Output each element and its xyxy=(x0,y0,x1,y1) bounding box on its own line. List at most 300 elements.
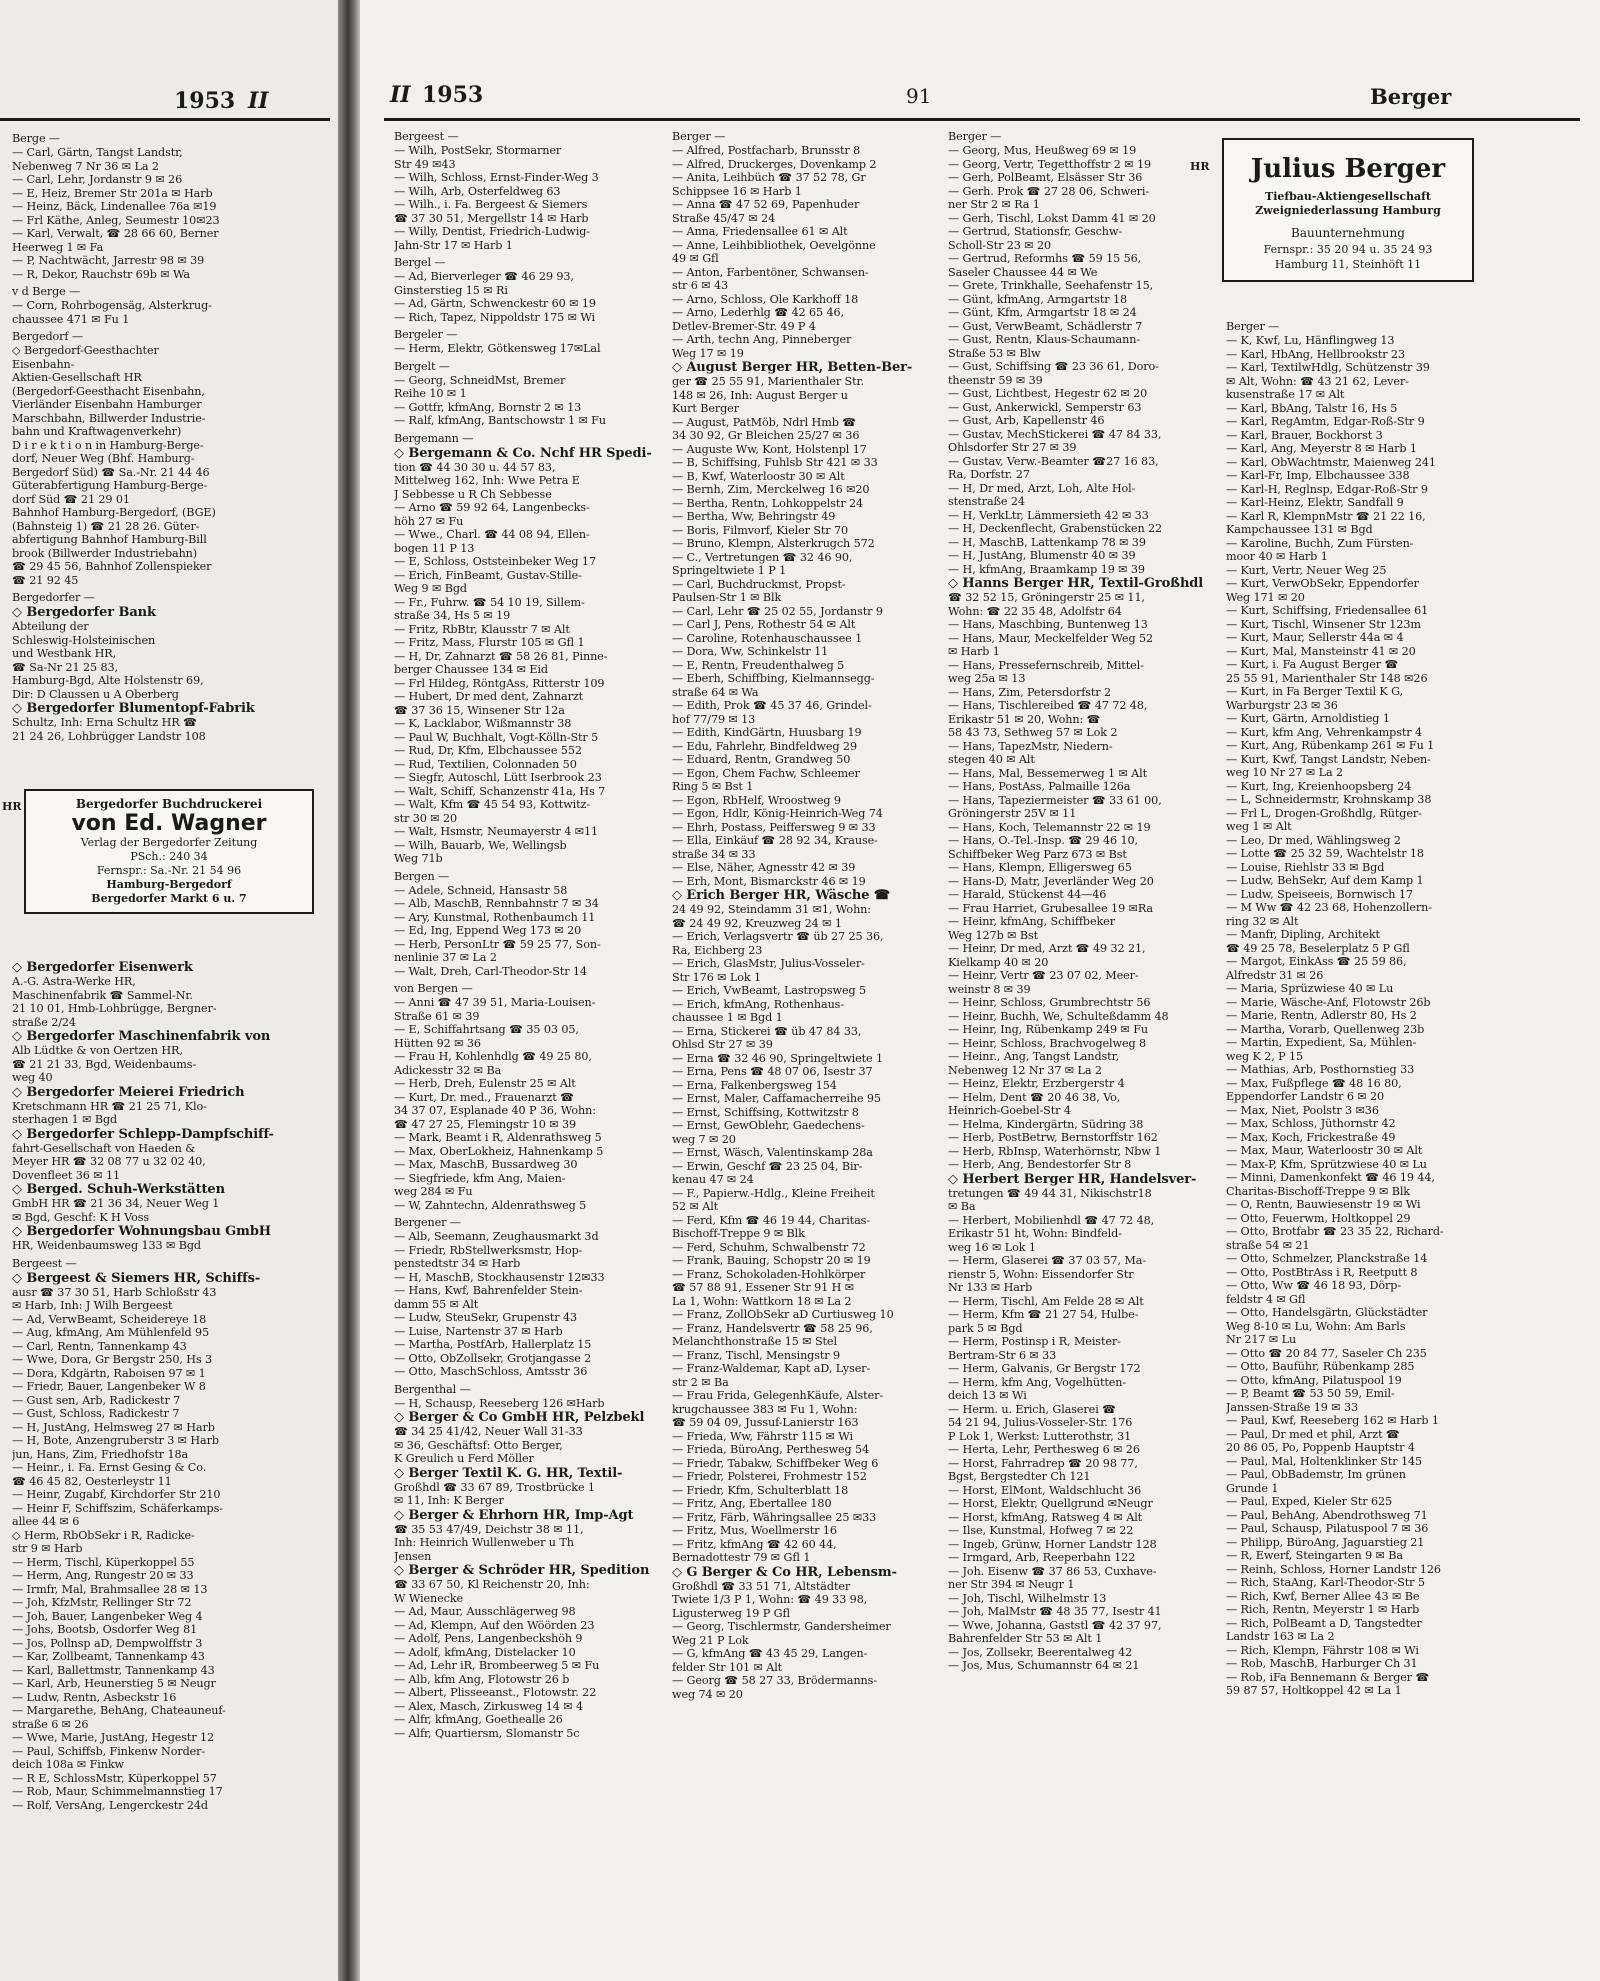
directory-line: — Max-P, Kfm, Sprützwiese 40 ✉ Lu xyxy=(1226,1157,1427,1171)
directory-line: — Alex, Masch, Zirkusweg 14 ✉ 4 xyxy=(394,1699,583,1713)
directory-line: ☎ 21 21 33, Bgd, Weidenbaums- xyxy=(12,1057,197,1071)
directory-line: — Kurt, Ang, Rübenkamp 261 ✉ Fu 1 xyxy=(1226,739,1435,752)
ad2-line-6: Hamburg 11, Steinhöft 11 xyxy=(1274,258,1422,271)
directory-line: Kielkamp 40 ✉ 20 xyxy=(948,955,1049,969)
directory-line: — Max, Maur, Waterloostr 30 ✉ Alt xyxy=(1226,1144,1423,1157)
directory-line: — Heinr, Schloss, Brachvogelweg 8 xyxy=(948,1036,1147,1050)
directory-line: — Heinr F, Schiffszim, Schäferkamps- xyxy=(12,1501,223,1515)
directory-line: — H, JustAng, Blumenstr 40 ✉ 39 xyxy=(948,549,1136,562)
directory-line: — Herm, Postinsp i R, Meister- xyxy=(948,1335,1121,1348)
directory-line: Eppendorfer Landstr 6 ✉ 20 xyxy=(1226,1090,1385,1103)
directory-line: weg 74 ✉ 20 xyxy=(672,1687,743,1701)
directory-line: — Hubert, Dr med dent, Zahnarzt xyxy=(394,690,584,703)
ad2-line-1: Julius Berger xyxy=(1250,154,1446,184)
directory-line: Kretschmann HR ☎ 21 25 71, Klo- xyxy=(12,1099,207,1113)
directory-line: — Herm, Tischl, Küperkoppel 55 xyxy=(12,1555,195,1569)
directory-line: — Otto ☎ 20 84 77, Saseler Ch 235 xyxy=(1226,1346,1427,1360)
directory-line: — Herb, Dreh, Eulenstr 25 ✉ Alt xyxy=(394,1077,576,1090)
directory-line: — Erna, Stickerei ☎ üb 47 84 33, xyxy=(672,1024,862,1038)
directory-line: ☎ 34 25 41/42, Neuer Wall 31-33 xyxy=(394,1425,583,1438)
directory-line: weg 16 ✉ Lok 1 xyxy=(948,1240,1036,1254)
directory-line: straße 34, Hs 5 ✉ 19 xyxy=(394,609,511,622)
directory-line: — Paul W, Buchhalt, Vogt-Kölln-Str 5 xyxy=(394,730,599,744)
right-column-2-entries xyxy=(672,130,942,1701)
directory-line: — Walt, Kfm ☎ 45 54 93, Kottwitz- xyxy=(394,798,591,811)
directory-line: 34 30 92, Gr Bleichen 25/27 ✉ 36 xyxy=(672,429,860,442)
directory-line: — Otto, Brotfabr ☎ 23 35 22, Richard- xyxy=(1226,1225,1444,1238)
directory-line: — Kurt, Mal, Mansteinstr 41 ✉ 20 xyxy=(1226,644,1416,658)
directory-line: ◇ Bergedorfer Maschinenfabrik von xyxy=(12,1029,271,1044)
directory-line: — Alfr, kfmAng, Goethealle 26 xyxy=(394,1713,563,1726)
directory-line: — Wilh., i. Fa. Bergeest & Siemers xyxy=(394,198,588,211)
directory-line: — Max, Koch, Frickestraße 49 xyxy=(1226,1130,1396,1144)
directory-line: — Wwe, Dora, Gr Bergstr 250, Hs 3 xyxy=(12,1353,213,1366)
directory-line: — Harald, Stückenst 44—46 xyxy=(948,888,1107,901)
directory-line: str 6 ✉ 43 xyxy=(672,279,728,292)
directory-line: — Mathias, Arb, Posthornstieg 33 xyxy=(1226,1063,1415,1076)
directory-line: Nr 133 ✉ Harb xyxy=(948,1281,1033,1294)
directory-line: — Herbert, Mobilienhdl ☎ 47 72 48, xyxy=(948,1213,1155,1227)
directory-line: — Rob, MaschB, Harburger Ch 31 xyxy=(1226,1657,1418,1670)
directory-line: — Bertha, Ww, Behringstr 49 xyxy=(672,510,836,523)
left-ad-box xyxy=(24,783,314,955)
directory-line: chaussee 471 ✉ Fu 1 xyxy=(12,312,130,326)
directory-line: Bahnhof Hamburg-Bergedorf, (BGE) xyxy=(12,506,216,519)
directory-line: — Ad, Maur, Ausschlägerweg 98 xyxy=(394,1605,576,1618)
directory-line: Schiffbeker Weg Parz 673 ✉ Bst xyxy=(948,847,1127,861)
directory-line: — Max, MaschB, Bussardweg 30 xyxy=(394,1158,578,1171)
directory-line: — Hans, Tischlereibed ☎ 47 72 48, xyxy=(948,699,1148,712)
directory-line: — Paul, Mal, Holtenklinker Str 145 xyxy=(1226,1454,1423,1468)
directory-line: ◇ Berger & Schröder HR, Spedition xyxy=(394,1563,650,1578)
right-page-year: 1953 xyxy=(422,82,484,108)
directory-line: — Arno, Schloss, Ole Karkhoff 18 xyxy=(672,292,859,306)
directory-line: — Bertha, Rentn, Lohkoppelstr 24 xyxy=(672,496,864,510)
directory-line: — Herm, Galvanis, Gr Bergstr 172 xyxy=(948,1362,1141,1375)
directory-line: — Karl, BbAng, Talstr 16, Hs 5 xyxy=(1226,401,1398,415)
directory-line: Gröningerstr 25V ✉ 11 xyxy=(948,807,1077,820)
directory-line: von Bergen — xyxy=(394,982,473,995)
directory-line: — H, Dr med, Arzt, Loh, Alte Hol- xyxy=(948,481,1136,495)
directory-line: — Kurt, Dr. med., Frauenarzt ☎ xyxy=(394,1090,574,1104)
directory-line: — Fritz, Ang, Ebertallee 180 xyxy=(672,1497,832,1510)
directory-line: — Karl, ObWachtmstr, Maienweg 241 xyxy=(1226,455,1436,469)
directory-line: — Carl, Buchdruckmst, Propst- xyxy=(672,577,846,591)
directory-line: — Egon, Hdlr, König-Heinrich-Weg 74 xyxy=(672,807,883,820)
directory-line: — Gottfr, kfmAng, Bornstr 2 ✉ 13 xyxy=(394,400,582,414)
directory-line: — Otto, Feuerwm, Holtkoppel 29 xyxy=(1226,1211,1411,1225)
directory-line: Bergen — xyxy=(394,869,450,883)
directory-line: — Gust, Rentn, Klaus-Schaumann- xyxy=(948,333,1141,346)
directory-line: Alfredstr 31 ✉ 26 xyxy=(1226,968,1324,982)
directory-line: — Johs, Bootsb, Osdorfer Weg 81 xyxy=(12,1623,198,1636)
directory-line: Weg 171 ✉ 20 xyxy=(1226,590,1305,604)
directory-line: tretungen ☎ 49 44 31, Nikischstr18 xyxy=(948,1186,1152,1200)
directory-line: ◇ August Berger HR, Betten-Ber- xyxy=(672,360,913,375)
directory-line: — Frl Hildeg, RöntgAss, Ritterstr 109 xyxy=(394,676,605,690)
directory-line: — Herm, Glaserei ☎ 37 03 57, Ma- xyxy=(948,1254,1146,1267)
directory-line: — Heinr, Zugabf, Kirchdorfer Str 210 xyxy=(12,1488,221,1501)
directory-line: — Manfr, Dipling, Architekt xyxy=(1226,928,1380,941)
directory-line: Ohlsd Str 27 ✉ 39 xyxy=(672,1038,773,1051)
directory-line: — Hans, O.-Tel.-Insp. ☎ 29 46 10, xyxy=(948,834,1139,847)
directory-line: — Otto, Schmelzer, Planckstraße 14 xyxy=(1226,1252,1428,1265)
directory-line: — G, kfmAng ☎ 43 45 29, Langen- xyxy=(672,1647,868,1660)
directory-line: Erikastr 51 ht, Wohn: Bindfeld- xyxy=(948,1227,1122,1240)
directory-line: ☎ 32 52 15, Gröningerstr 25 ✉ 11, xyxy=(948,591,1145,604)
directory-line: — H, Bote, Anzengruberstr 3 ✉ Harb xyxy=(12,1434,219,1447)
directory-line: — Aug, kfmAng, Am Mühlenfeld 95 xyxy=(12,1326,210,1339)
directory-line: — Erwin, Geschf ☎ 23 25 04, Bir- xyxy=(672,1159,863,1173)
directory-line: — Kurt, kfm Ang, Vehrenkampstr 4 xyxy=(1226,725,1422,739)
directory-line: — Heinz, Bäck, Lindenallee 76a ✉19 xyxy=(12,200,217,213)
directory-line: Saseler Chaussee 44 ✉ We xyxy=(948,265,1098,279)
directory-line: — Franz, ZollObSekr aD Curtiusweg 10 xyxy=(672,1308,894,1321)
directory-line: — Paul, Schausp, Pilatuspool 7 ✉ 36 xyxy=(1226,1522,1429,1535)
directory-line: — Wwe, Marie, JustAng, Hegestr 12 xyxy=(12,1731,215,1744)
directory-line: — Gertrud, Stationsfr, Geschw- xyxy=(948,225,1123,238)
directory-line: ◇ Bergeest & Siemers HR, Schiffs- xyxy=(12,1270,261,1286)
directory-line: — Wwe, Johanna, Gaststl ☎ 42 37 97, xyxy=(948,1618,1162,1632)
directory-line: Paulsen-Str 1 ✉ Blk xyxy=(672,591,782,604)
directory-line: — Karl, Ballettmstr, Tannenkamp 43 xyxy=(12,1663,215,1677)
directory-line: — Herm, kfm Ang, Vogelhütten- xyxy=(948,1375,1127,1389)
directory-line: — Rich, Tapez, Nippoldstr 175 ✉ Wi xyxy=(394,310,596,324)
directory-line: — E, Schiffahrtsang ☎ 35 03 05, xyxy=(394,1023,579,1036)
directory-line: — Hans-D, Matr, Jeverländer Weg 20 xyxy=(948,874,1154,888)
directory-line: — H, JustAng, Helmsweg 27 ✉ Harb xyxy=(12,1420,215,1434)
directory-line: — Franz, Tischl, Mensingstr 9 xyxy=(672,1348,841,1362)
directory-line: Großhdl ☎ 33 67 89, Trostbrücke 1 xyxy=(394,1480,595,1494)
directory-line: Schleswig-Holsteinischen xyxy=(12,633,156,647)
directory-line: — Eberh, Schiffbing, Kielmannsegg- xyxy=(672,672,875,685)
directory-line: — Gust, Ankerwickl, Semperstr 63 xyxy=(948,400,1142,414)
directory-line: — Georg, Mus, Heußweg 69 ✉ 19 xyxy=(948,144,1137,157)
directory-line: kenau 47 ✉ 24 xyxy=(672,1173,754,1186)
directory-line: und Westbank HR, xyxy=(12,647,117,660)
directory-line: fahrt-Gesellschaft von Haeden & xyxy=(12,1141,196,1155)
directory-line: — Walt, Schiff, Schanzenstr 41a, Hs 7 xyxy=(394,784,606,798)
directory-line: — Georg, SchneidMst, Bremer xyxy=(394,373,566,387)
directory-line: — Fritz, Mass, Flurstr 105 ✉ Gfl 1 xyxy=(394,636,585,649)
ad-line-4: PSch.: 240 34 xyxy=(130,850,208,863)
directory-line: Erikastr 51 ✉ 20, Wohn: ☎ xyxy=(948,712,1101,726)
directory-line: GmbH HR ☎ 21 36 34, Neuer Weg 1 xyxy=(12,1197,220,1210)
directory-line: — Gust, Lichtbest, Hegestr 62 ✉ 20 xyxy=(948,387,1148,400)
directory-line: Bergenthal — xyxy=(394,1382,471,1396)
directory-line: — Jos, Zollsekr, Beerentalweg 42 xyxy=(948,1645,1133,1659)
directory-line: ◇ Bergedorfer Blumentopf-Fabrik xyxy=(12,701,255,716)
directory-line: — Heinr, Buchh, We, Schulteßdamm 48 xyxy=(948,1009,1169,1023)
directory-line: — Erich, kfmAng, Rothenhaus- xyxy=(672,997,844,1011)
directory-line: Weg 127b ✉ Bst xyxy=(948,928,1038,942)
directory-line: straße 64 ✉ Wa xyxy=(672,685,759,699)
directory-line: — Alfred, Druckerges, Dovenkamp 2 xyxy=(672,157,877,171)
directory-line: ✉ Alt, Wohn: ☎ 43 21 62, Lever- xyxy=(1226,374,1409,388)
directory-line: — Herb, PostBetrw, Bernstorffstr 162 xyxy=(948,1131,1158,1144)
directory-line: Ginsterstieg 15 ✉ Ri xyxy=(394,283,508,297)
right-page xyxy=(360,0,1600,1981)
directory-line: weg 1 ✉ Alt xyxy=(1226,820,1292,833)
directory-line: Maschinenfabrik ☎ Sammel-Nr. xyxy=(12,988,193,1002)
directory-line: straße 2/24 xyxy=(12,1015,76,1029)
directory-line: — Georg ☎ 58 27 33, Brödermanns- xyxy=(672,1674,877,1687)
directory-line: — Erich, FinBeamt, Gustav-Stille- xyxy=(394,568,582,582)
directory-line: — Ad, Gärtn, Schwenckestr 60 ✉ 19 xyxy=(394,297,596,310)
directory-line: — Max, OberLokheiz, Hahnenkamp 5 xyxy=(394,1144,604,1158)
directory-line: ◇ Bergedorfer Schlepp-Dampfschiff- xyxy=(12,1126,274,1142)
directory-line: Warburgstr 23 ✉ 36 xyxy=(1226,698,1338,712)
directory-line: — P, Beamt ☎ 53 50 59, Emil- xyxy=(1226,1387,1395,1400)
directory-line: ◇ Berger & Ehrhorn HR, Imp-Agt xyxy=(394,1507,634,1523)
directory-line: 148 ✉ 26, Inh: August Berger u xyxy=(672,388,848,402)
directory-line: D i r e k t i o n in Hamburg-Berge- xyxy=(12,438,204,452)
directory-line: — Alb, kfm Ang, Flotowstr 26 b xyxy=(394,1672,570,1686)
directory-line: — Carl, Lehr, Jordanstr 9 ✉ 26 xyxy=(12,173,183,186)
directory-line: — Otto, Ww ☎ 46 18 93, Dörp- xyxy=(1226,1279,1402,1292)
directory-line: — Anton, Farbentöner, Schwansen- xyxy=(672,265,869,279)
directory-line: — Hans, Zim, Petersdorfstr 2 xyxy=(948,685,1111,699)
ad-line-3: Verlag der Bergedorfer Zeitung xyxy=(80,836,258,849)
directory-line: — Joh, Bauer, Langenbeker Weg 4 xyxy=(12,1609,203,1623)
directory-line: — B, Schiffsing, Fuhlsb Str 421 ✉ 33 xyxy=(672,456,878,469)
directory-line: Melanchthonstraße 15 ✉ Stel xyxy=(672,1335,837,1348)
directory-line: — Ludw, BehSekr, Auf dem Kamp 1 xyxy=(1226,874,1424,887)
directory-line: — Anne, Leihbibliothek, Oevelgönne xyxy=(672,238,876,252)
directory-line: Berge — xyxy=(12,132,61,145)
directory-line: — Adolf, kfmAng, Distelacker 10 xyxy=(394,1645,576,1659)
directory-line: — Gustav, MechStickerei ☎ 47 84 33, xyxy=(948,427,1162,441)
directory-line: — Ingeb, Grünw, Horner Landstr 128 xyxy=(948,1537,1157,1551)
left-page-year: 1953 xyxy=(174,88,236,114)
directory-line: — Hans, Maur, Meckelfelder Weg 52 xyxy=(948,631,1153,645)
directory-line: — Fritz, Mus, Woellmerstr 16 xyxy=(672,1524,837,1537)
directory-line: (Bahnsteig 1) ☎ 21 28 26. Güter- xyxy=(12,519,200,533)
directory-line: — Frl L, Drogen-Großhdlg, Rütger- xyxy=(1226,806,1422,820)
directory-line: — Friedr, RbStellwerksmstr, Hop- xyxy=(394,1243,583,1257)
directory-line: ☎ Sa-Nr 21 25 83, xyxy=(12,660,118,674)
directory-line: Bergemann — xyxy=(394,431,474,445)
directory-line: — Anni ☎ 47 39 51, Maria-Louisen- xyxy=(394,996,596,1009)
directory-line: — Paul, ObBademstr, Im grünen xyxy=(1226,1468,1406,1481)
directory-line: — L, Schneidermstr, Krohnskamp 38 xyxy=(1226,793,1432,806)
directory-line: — Heinr, Dr med, Arzt ☎ 49 32 21, xyxy=(948,942,1146,955)
running-head: Berger xyxy=(1370,84,1452,109)
directory-line: — Erich, GlasMstr, Julius-Vosseler- xyxy=(672,957,865,970)
directory-line: — Irmfr, Mal, Brahmsallee 28 ✉ 13 xyxy=(12,1582,208,1596)
directory-line: HR, Weidenbaumsweg 133 ✉ Bgd xyxy=(12,1239,201,1252)
directory-line: deich 108a ✉ Finkw xyxy=(12,1758,124,1771)
right-column-3-entries xyxy=(948,130,1220,1673)
directory-line: — Alfred, Postfacharb, Brunsstr 8 xyxy=(672,144,861,157)
directory-line: — Maria, Sprüzwiese 40 ✉ Lu xyxy=(1226,982,1394,995)
directory-line: — Mark, Beamt i R, Aldenrathsweg 5 xyxy=(394,1131,602,1144)
directory-line: allee 44 ✉ 6 xyxy=(12,1515,80,1528)
ad2-line-5: Fernspr.: 35 20 94 u. 35 24 93 xyxy=(1263,243,1433,256)
directory-line: — Kurt, Tischl, Winsener Str 123m xyxy=(1226,617,1421,631)
directory-line: — Gerh, PolBeamt, Elsässer Str 36 xyxy=(948,171,1143,184)
directory-line: — Rud, Dr, Kfm, Elbchaussee 552 xyxy=(394,744,582,757)
directory-line: Bgst, Bergstedter Ch 121 xyxy=(948,1470,1091,1483)
directory-line: — Karl, Arb, Heunerstieg 5 ✉ Neugr xyxy=(12,1677,216,1690)
directory-line: — Karl-Heinz, Elektr, Sandfall 9 xyxy=(1226,496,1404,509)
directory-line: — Friedr, Kfm, Schulterblatt 18 xyxy=(672,1483,849,1497)
directory-line: — Helm, Dent ☎ 20 46 38, Vo, xyxy=(948,1090,1121,1104)
directory-line: 25 55 91, Marienthaler Str 148 ✉26 xyxy=(1226,671,1428,685)
directory-line: — Horst, ElMont, Waldschlucht 36 xyxy=(948,1483,1142,1497)
directory-line: tion ☎ 44 30 30 u. 44 57 83, xyxy=(394,460,556,474)
left-page xyxy=(0,0,338,1981)
directory-line: — Edith, Prok ☎ 45 37 46, Grindel- xyxy=(672,699,872,712)
directory-line: ◇ Hanns Berger HR, Textil-Großhdl xyxy=(948,576,1204,591)
directory-line: chaussee 1 ✉ Bgd 1 xyxy=(672,1011,783,1024)
directory-line: Nebenweg 7 Nr 36 ✉ La 2 xyxy=(12,159,159,173)
directory-line: ner Str 394 ✉ Neugr 1 xyxy=(948,1578,1075,1591)
directory-line: — Ludw, SteuSekr, Grupenstr 43 xyxy=(394,1311,578,1324)
directory-line: berger Chaussee 134 ✉ Eid xyxy=(394,663,548,676)
directory-line: — Wilh, Bauarb, We, Wellingsb xyxy=(394,838,567,852)
directory-line: Abteilung der xyxy=(12,620,89,633)
directory-line: — Louise, Riehlstr 33 ✉ Bgd xyxy=(1226,860,1385,874)
directory-line: Bergedorf — xyxy=(12,330,84,343)
directory-line: — Ella, Einkäuf ☎ 28 92 34, Krause- xyxy=(672,834,878,847)
directory-line: — Dora, Ww, Schinkelstr 11 xyxy=(672,645,829,658)
directory-line: — Rich, Klempn, Fährstr 108 ✉ Wi xyxy=(1226,1643,1419,1657)
directory-line: — K, Lacklabor, Wißmannstr 38 xyxy=(394,717,572,730)
directory-line: ☎ 46 45 82, Oesterleystr 11 xyxy=(12,1474,172,1488)
directory-line: ner Str 2 ✉ Ra 1 xyxy=(948,198,1040,211)
directory-line: Alb Lüdtke & von Oertzen HR, xyxy=(12,1044,183,1057)
directory-line: — Erich, Verlagsvertr ☎ üb 27 25 36, xyxy=(672,930,884,943)
directory-line: Meyer HR ☎ 32 08 77 u 32 02 40, xyxy=(12,1155,206,1168)
left-column-bottom xyxy=(12,960,330,1970)
directory-line: — Gertrud, Reformhs ☎ 59 15 56, xyxy=(948,252,1142,265)
directory-line: — Rud, Textilien, Colonnaden 50 xyxy=(394,757,577,771)
directory-line: ☎ 35 53 47/49, Deichstr 38 ✉ 11, xyxy=(394,1522,584,1536)
directory-line: ✉ Harb 1 xyxy=(948,645,1000,658)
directory-line: 49 ✉ Gfl xyxy=(672,252,719,265)
directory-line: (Bergedorf-Geesthacht Eisenbahn, xyxy=(12,384,205,398)
directory-line: ☎ 29 45 56, Bahnhof Zollenspieker xyxy=(12,560,212,573)
directory-line: — Albert, Plisseeanst., Flotowstr. 22 xyxy=(394,1686,597,1699)
directory-line: ✉ Ba xyxy=(948,1200,976,1213)
directory-line: — Friedr, Bauer, Langenbeker W 8 xyxy=(12,1380,206,1393)
directory-line: — Frl Käthe, Anleg, Seumestr 10✉23 xyxy=(12,213,220,227)
directory-line: jun, Hans, Zim, Friedhofstr 18a xyxy=(12,1447,189,1461)
directory-line: ◇ Erich Berger HR, Wäsche ☎ xyxy=(672,888,890,903)
directory-line: brook (Billwerder Industriebahn) xyxy=(12,546,198,560)
directory-line: Janssen-Straße 19 ✉ 33 xyxy=(1226,1400,1359,1414)
directory-line: W Wienecke xyxy=(394,1591,464,1605)
directory-line: Dir: D Claussen u A Oberberg xyxy=(12,687,179,701)
directory-line: Ligusterweg 19 P Gfl xyxy=(672,1606,791,1620)
directory-line: ☎ 33 67 50, Kl Reichenstr 20, Inh: xyxy=(394,1578,590,1591)
directory-line: — Horst, Fahrradrep ☎ 20 98 77, xyxy=(948,1456,1138,1470)
directory-line: — Ernst, Wäsch, Valentinskamp 28a xyxy=(672,1146,873,1159)
directory-line: 59 87 57, Holtkoppel 42 ✉ La 1 xyxy=(1226,1684,1402,1697)
directory-line: — Joh. Eisenw ☎ 37 86 53, Cuxhave- xyxy=(948,1564,1157,1578)
directory-line: — Paul, Dr med et phil, Arzt ☎ xyxy=(1226,1427,1400,1441)
directory-line: — Anita, Leihbüch ☎ 37 52 78, Gr xyxy=(672,171,866,184)
directory-line: — Fr., Fuhrw. ☎ 54 10 19, Sillem- xyxy=(394,595,585,609)
directory-line: — Herm, Ang, Rungestr 20 ✉ 33 xyxy=(12,1569,194,1582)
directory-line: — Carl J, Pens, Rothestr 54 ✉ Alt xyxy=(672,618,856,631)
directory-line: Detlev-Bremer-Str. 49 P 4 xyxy=(672,319,816,333)
directory-line: 52 ✉ Alt xyxy=(672,1200,719,1213)
directory-line: Bergeest — xyxy=(394,130,459,143)
ad-line-2: von Ed. Wagner xyxy=(71,811,267,836)
directory-line: Berger — xyxy=(1226,320,1280,333)
directory-line: — August, PatMöb, Ndrl Hmb ☎ xyxy=(672,415,857,429)
directory-line: 20 86 05, Po, Poppenb Hauptstr 4 xyxy=(1226,1441,1415,1454)
directory-line: — Irmgard, Arb, Reeperbahn 122 xyxy=(948,1551,1136,1564)
directory-line: Springeltwiete 1 P 1 xyxy=(672,564,787,577)
directory-line: — Franz-Waldemar, Kapt aD, Lyser- xyxy=(672,1362,871,1375)
directory-line: ☎ 57 88 91, Essener Str 91 H ✉ xyxy=(672,1281,854,1294)
directory-line: — Alb, MaschB, Rennbahnstr 7 ✉ 34 xyxy=(394,897,599,910)
directory-line: — Gustav, Verw.-Beamter ☎27 16 83, xyxy=(948,454,1159,468)
directory-line: — P, Nachtwächt, Jarrestr 98 ✉ 39 xyxy=(12,254,205,267)
directory-line: — Ad, Lehr iR, Brombeerweg 5 ✉ Fu xyxy=(394,1659,600,1672)
directory-line: str 9 ✉ Harb xyxy=(12,1542,83,1555)
directory-line: — Alfr, Quartiersm, Slomanstr 5c xyxy=(394,1726,580,1740)
directory-line: — Heinr, Vertr ☎ 23 07 02, Meer- xyxy=(948,969,1139,982)
directory-line: ☎ 21 92 45 xyxy=(12,573,79,587)
directory-line: — Paul, Kwf, Reeseberg 162 ✉ Harb 1 xyxy=(1226,1414,1439,1427)
directory-line: Bischoff-Treppe 9 ✉ Blk xyxy=(672,1227,805,1240)
directory-line: — Alb, Seemann, Zeughausmarkt 3d xyxy=(394,1230,599,1243)
directory-line: ☎ 37 36 15, Winsener Str 12a xyxy=(394,703,565,717)
directory-line: — Erna, Falkenbergsweg 154 xyxy=(672,1078,837,1092)
directory-line: Berger — xyxy=(948,130,1002,143)
directory-line: — Franz, Schokoladen-Hohlkörper xyxy=(672,1267,866,1281)
directory-line: K Greulich u Ferd Möller xyxy=(394,1452,534,1465)
directory-line: — Frieda, BüroAng, Perthesweg 54 xyxy=(672,1443,870,1456)
directory-line: — Boris, Filmvorf, Kieler Str 70 xyxy=(672,523,849,537)
directory-line: höh 27 ✉ Fu xyxy=(394,514,464,528)
directory-line: — Kurt, Gärtn, Arnoldistieg 1 xyxy=(1226,712,1390,725)
directory-line: — Karoline, Buchh, Zum Fürsten- xyxy=(1226,536,1414,550)
right-page-header xyxy=(360,82,1600,116)
directory-line: — Heinr., Ang, Tangst Landstr, xyxy=(948,1050,1120,1063)
directory-line: — Jos, Mus, Schumannstr 64 ✉ 21 xyxy=(948,1659,1140,1672)
directory-line: — Ehrh, Postass, Peiffersweg 9 ✉ 33 xyxy=(672,820,876,834)
directory-line: — Otto, kfmAng, Pilatuspool 19 xyxy=(1226,1373,1402,1387)
directory-line: Straße 61 ✉ 39 xyxy=(394,1009,480,1023)
directory-line: — Arno, Lederhlg ☎ 42 65 46, xyxy=(672,306,844,319)
directory-line: — Caroline, Rotenhauschaussee 1 xyxy=(672,631,863,645)
directory-line: ◇ Bergedorf-Geesthachter xyxy=(12,344,159,357)
directory-line: — Frau Harriet, Grubesallee 19 ✉Ra xyxy=(948,901,1153,915)
ad2-line-4: Bauunternehmung xyxy=(1291,226,1405,240)
directory-line: ◇ Bergedorfer Wohnungsbau GmbH xyxy=(12,1224,271,1239)
directory-line: Weg 17 ✉ 19 xyxy=(672,346,744,360)
directory-line: — Gerh. Prok ☎ 27 28 06, Schweri- xyxy=(948,184,1150,198)
directory-line: — Kar, Zollbeamt, Tannenkamp 43 xyxy=(12,1650,205,1663)
directory-line: — Herm, Kfm ☎ 21 27 54, Hulbe- xyxy=(948,1308,1139,1321)
directory-line: — Grete, Trinkhalle, Seehafenstr 15, xyxy=(948,279,1154,292)
directory-line: — E, Rentn, Freudenthalweg 5 xyxy=(672,658,845,672)
directory-line: Bergel — xyxy=(394,256,446,269)
directory-line: Str 176 ✉ Lok 1 xyxy=(672,970,762,984)
directory-line: Nr 217 ✉ Lu xyxy=(1226,1333,1297,1346)
directory-line: ✉ Harb, Inh: J Wilh Bergeest xyxy=(12,1299,173,1312)
directory-line: Wohn: ☎ 22 35 48, Adolfstr 64 xyxy=(948,604,1122,618)
directory-line: — Georg, Tischlermstr, Gandersheimer xyxy=(672,1620,891,1633)
directory-line: — Wilh, PostSekr, Stormarner xyxy=(394,144,562,157)
directory-line: — C., Vertretungen ☎ 32 46 90, xyxy=(672,550,853,564)
directory-line: — Rich, Rentn, Meyerstr 1 ✉ Harb xyxy=(1226,1603,1420,1616)
